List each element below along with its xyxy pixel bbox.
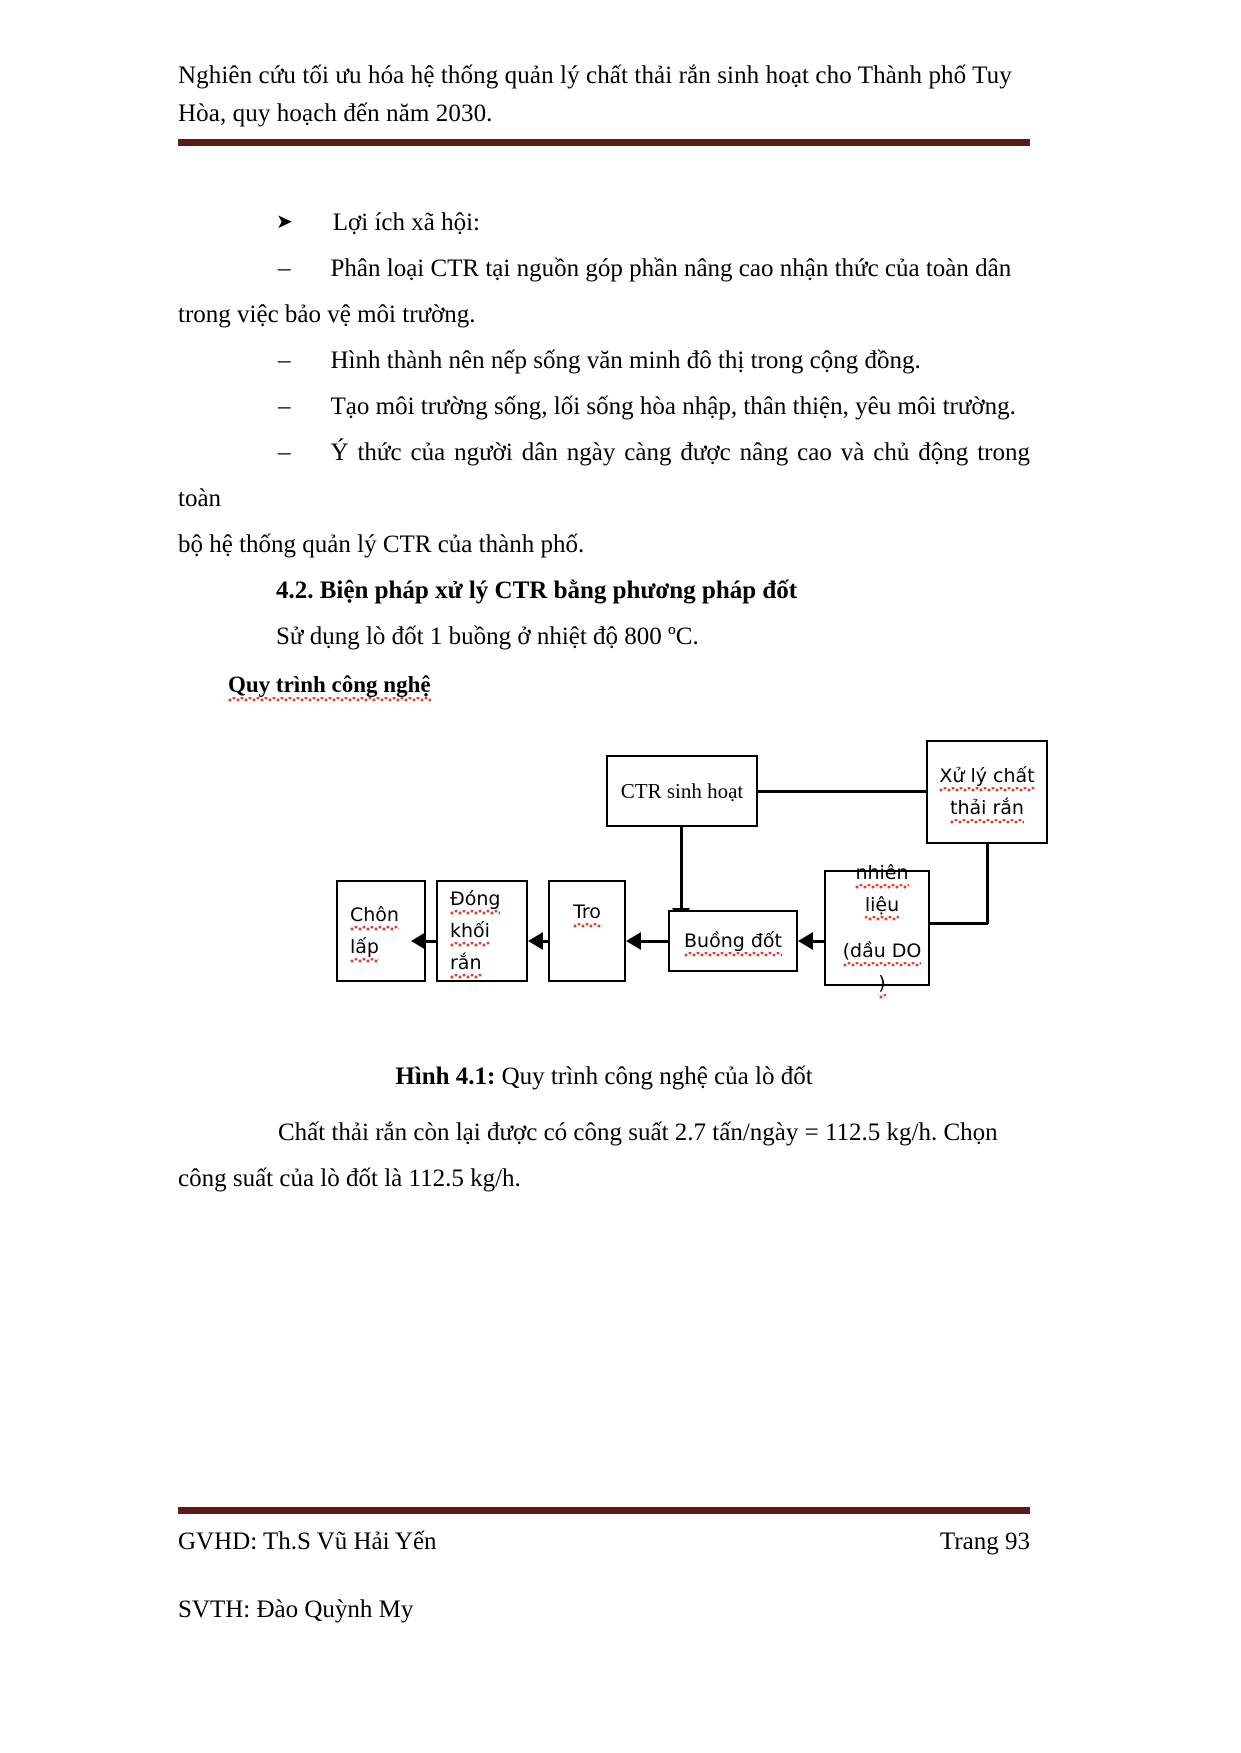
chon-lap-text-1: Chôn: [350, 904, 399, 931]
footer-student: SVTH: Đào Quỳnh My: [178, 1596, 414, 1623]
connector-ctr-down: [680, 827, 683, 910]
dash-icon: –: [278, 347, 291, 374]
page-header: [178, 57, 1018, 133]
arrow-left-to-chon-lap: [411, 932, 426, 950]
footer-advisor: GVHD: Th.S Vũ Hải Yến: [178, 1528, 437, 1555]
list-item-4-text: Ý thức của người dân ngày càng được nâng cao và chủ động trong toàn: [178, 439, 1030, 512]
arrow-left-to-tro: [626, 932, 641, 950]
diagram-box-dong-khoi-ran-line-2: [450, 915, 490, 947]
post-figure-text-1: Chất thải rắn còn lại được có công suất 2.7 tấn/ngày = 112.5 kg/h. Chọn: [278, 1119, 998, 1146]
list-item-3-text: Tạo môi trường sống, lối sống hòa nhập, thân thiện, yêu môi trường.: [330, 393, 1016, 420]
header-line-1: Nghiên cứu tối ưu hóa hệ thống quản lý chất thải rắn sinh hoạt cho Thành phố Tuy: [178, 62, 1012, 89]
dong-khoi-ran-text-1: Đóng: [450, 888, 500, 915]
diagram-box-ctr-sinh-hoat: [606, 755, 758, 827]
dash-icon: –: [278, 255, 291, 282]
list-item-1: [178, 246, 1030, 292]
diagram-box-tro: [548, 880, 626, 982]
diagram-box-dong-khoi-ran-line-3: [450, 947, 482, 979]
section-body-text: Sử dụng lò đốt 1 buồng ở nhiệt độ 800 ºC.: [276, 623, 699, 650]
figure-inline-title-text: Quy trình công nghệ: [228, 672, 431, 702]
process-flow-diagram: [178, 672, 1058, 1002]
xu-ly-text-2: thải rắn: [950, 797, 1024, 824]
arrow-bullet-icon: ➤: [276, 209, 293, 233]
nhien-lieu-text-2: (dầu DO ): [843, 940, 922, 999]
list-item-4: [178, 430, 1030, 522]
diagram-box-xu-ly-line-2: [944, 792, 1030, 824]
post-figure-paragraph: [178, 1110, 1030, 1202]
connector-buongdot-to-tro: [641, 940, 668, 943]
chon-lap-text-2: lấp: [350, 936, 379, 963]
page-footer: [178, 1518, 1030, 1634]
figure-inline-title: [228, 672, 431, 698]
dash-icon: –: [278, 393, 291, 420]
dong-khoi-ran-text-2: khối: [450, 920, 490, 947]
connector-dongkhoiran-to-chonlap: [426, 940, 436, 943]
header-line-2: Hòa, quy hoạch đến năm 2030.: [178, 100, 493, 127]
xu-ly-text-1: Xử lý chất: [939, 765, 1034, 792]
section-heading-4-2: 4.2. Biện pháp xử lý CTR bằng phương pháp đốt: [276, 577, 798, 604]
footer-page-number: Trang 93: [939, 1528, 1030, 1555]
connector-tro-to-dongkhoiran: [543, 940, 548, 943]
diagram-box-tro-label: [573, 896, 601, 928]
post-figure-line-1: [178, 1110, 1030, 1156]
diagram-box-chon-lap-line-1: [350, 899, 399, 931]
figure-caption-label: Hình 4.1:: [395, 1063, 496, 1090]
diagram-box-chon-lap: [336, 880, 426, 982]
list-item-social-benefits: [178, 200, 1030, 246]
diagram-box-xu-ly-line-1: [933, 760, 1040, 792]
diagram-box-nhien-lieu-line-1: [836, 857, 928, 921]
nhien-lieu-text-1: nhiên liệu: [855, 862, 908, 921]
connector-ctr-to-xuly: [758, 790, 928, 793]
list-item-2-text: Hình thành nên nếp sống văn minh đô thị trong cộng đồng.: [330, 347, 921, 374]
diagram-box-dong-khoi-ran: [436, 880, 528, 982]
tro-text: Tro: [573, 901, 601, 928]
body-content: [178, 200, 1030, 660]
figure-caption: [178, 1063, 1030, 1091]
diagram-box-buong-dot-label: [678, 925, 788, 957]
diagram-box-dong-khoi-ran-line-1: [450, 883, 500, 915]
footer-row-student: [178, 1586, 1030, 1634]
connector-xuly-to-nhienlieu: [930, 922, 988, 925]
arrow-left-to-dong-khoi-ran: [528, 932, 543, 950]
list-item-3: [178, 384, 1030, 430]
list-item-2: [178, 338, 1030, 384]
figure-caption-text: Quy trình công nghệ của lò đốt: [501, 1063, 813, 1090]
diagram-box-nhien-lieu-line-2: [836, 935, 928, 999]
dash-icon: –: [278, 439, 291, 466]
buong-dot-text: Buồng đốt: [684, 930, 782, 957]
social-benefits-label: Lợi ích xã hội:: [332, 209, 480, 236]
connector-xuly-down: [986, 844, 989, 924]
dong-khoi-ran-text-3: rắn: [450, 952, 482, 979]
footer-rule: [178, 1507, 1030, 1514]
list-item-1-continuation: trong việc bảo vệ môi trường.: [178, 301, 476, 328]
diagram-box-chon-lap-line-2: [350, 931, 379, 963]
list-item-4-continuation: bộ hệ thống quản lý CTR của thành phố.: [178, 531, 585, 558]
post-figure-line-2: công suất của lò đốt là 112.5 kg/h.: [178, 1165, 521, 1192]
arrow-left-to-buong-dot: [798, 932, 813, 950]
diagram-box-xu-ly-chat-thai-ran: [926, 740, 1048, 844]
diagram-box-buong-dot: [668, 910, 798, 972]
diagram-box-ctr-sinh-hoat-label: CTR sinh hoạt: [620, 779, 744, 803]
connector-nhienlieu-to-buongdot: [813, 940, 824, 943]
diagram-box-nhien-lieu: [824, 862, 930, 994]
footer-row-advisor: [178, 1518, 1030, 1566]
list-item-1-text: Phân loại CTR tại nguồn góp phần nâng cao nhận thức của toàn dân: [330, 255, 1012, 282]
header-rule: [178, 139, 1030, 146]
